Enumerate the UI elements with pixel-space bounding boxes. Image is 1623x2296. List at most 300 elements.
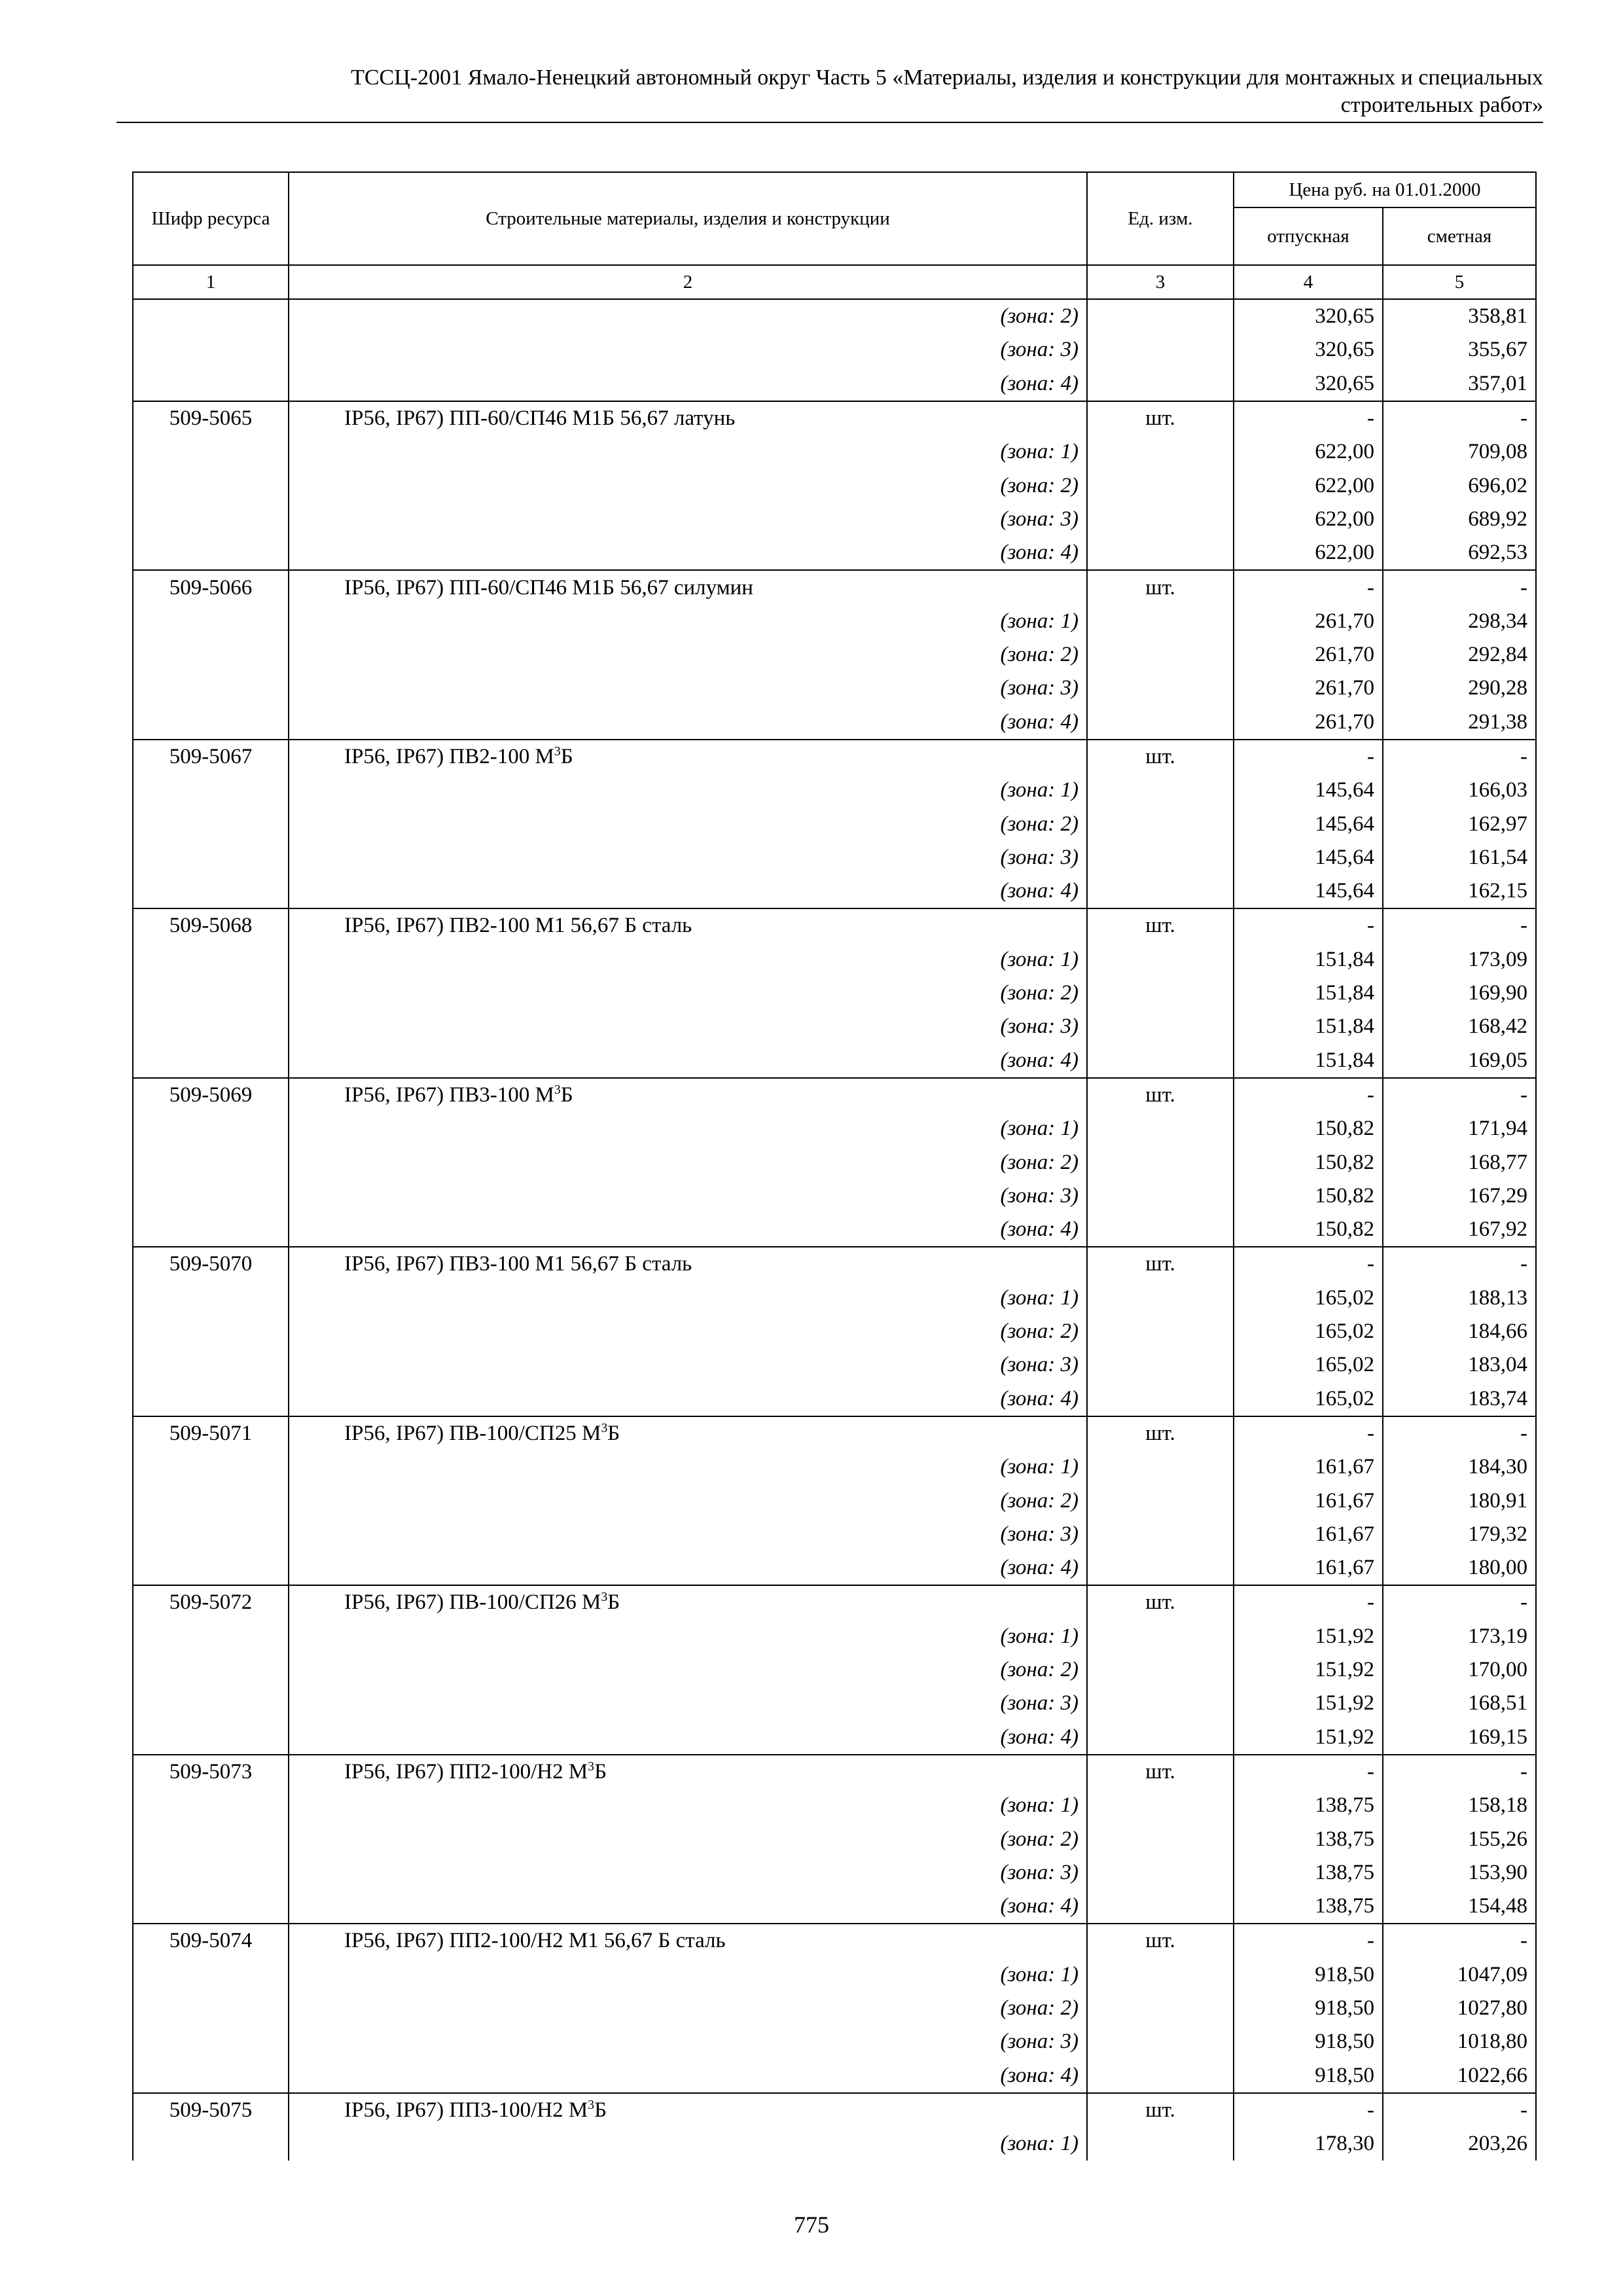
release-price: 261,70	[1234, 605, 1383, 638]
zone-label: (зона: 4)	[289, 706, 1087, 740]
estimate-price: 692,53	[1383, 536, 1536, 570]
zone-row	[133, 1145, 1536, 1179]
resource-name-tail: Б	[560, 1083, 573, 1107]
zone-row	[133, 943, 1536, 977]
estimate-price: -	[1383, 1924, 1536, 1958]
zone-row	[133, 1822, 1536, 1856]
unit-cell-empty	[1087, 1653, 1234, 1687]
zone-label: (зона: 4)	[289, 1213, 1087, 1247]
zone-label: (зона: 2)	[289, 1992, 1087, 2025]
code-cell-empty	[133, 807, 289, 840]
zone-label: (зона: 3)	[289, 333, 1087, 367]
release-price: 161,67	[1234, 1518, 1383, 1551]
release-price: -	[1234, 401, 1383, 435]
code-cell-empty	[133, 536, 289, 570]
code-cell-empty	[133, 1315, 289, 1348]
zone-label: (зона: 4)	[289, 1890, 1087, 1924]
release-price: -	[1234, 2093, 1383, 2127]
code-cell-empty	[133, 2127, 289, 2161]
unit-cell-empty	[1087, 1856, 1234, 1890]
estimate-price: 298,34	[1383, 605, 1536, 638]
release-price: 150,82	[1234, 1145, 1383, 1179]
zone-label: (зона: 3)	[289, 2025, 1087, 2058]
estimate-price: 1027,80	[1383, 1992, 1536, 2025]
resource-name	[289, 908, 1087, 942]
zone-row	[133, 1348, 1536, 1382]
zone-row	[133, 1992, 1536, 2025]
release-price: 151,92	[1234, 1687, 1383, 1720]
release-price: -	[1234, 740, 1383, 774]
unit-cell-empty	[1087, 1484, 1234, 1517]
estimate-price: 158,18	[1383, 1789, 1536, 1822]
zone-label: (зона: 3)	[289, 1856, 1087, 1890]
zone-label: (зона: 4)	[289, 2058, 1087, 2092]
release-price: -	[1234, 570, 1383, 604]
estimate-price: 291,38	[1383, 706, 1536, 740]
release-price: -	[1234, 1755, 1383, 1789]
code-cell-empty	[133, 706, 289, 740]
estimate-price: 168,77	[1383, 1145, 1536, 1179]
code-cell-empty	[133, 1112, 289, 1145]
zone-label: (зона: 2)	[289, 1653, 1087, 1687]
resource-name	[289, 1755, 1087, 1789]
resource-code: 509-5074	[133, 1924, 289, 1958]
estimate-price: -	[1383, 401, 1536, 435]
estimate-price: 355,67	[1383, 333, 1536, 367]
zone-label: (зона: 3)	[289, 1518, 1087, 1551]
code-cell-empty	[133, 469, 289, 502]
estimate-price: 169,15	[1383, 1720, 1536, 1754]
estimate-price: 167,92	[1383, 1213, 1536, 1247]
zone-row	[133, 1720, 1536, 1754]
unit-cell-empty	[1087, 1620, 1234, 1653]
estimate-price: 166,03	[1383, 774, 1536, 807]
release-price: 165,02	[1234, 1348, 1383, 1382]
estimate-price: -	[1383, 1247, 1536, 1281]
release-price: 622,00	[1234, 435, 1383, 469]
resource-code: 509-5070	[133, 1247, 289, 1281]
resource-name-superscript: 3	[601, 1590, 608, 1605]
zone-label: (зона: 3)	[289, 841, 1087, 874]
release-price: 151,84	[1234, 943, 1383, 977]
resource-name-text: IP56, IP67) ПП-60/СП46 М1Б 56,67 латунь	[344, 406, 736, 431]
estimate-price: 183,04	[1383, 1348, 1536, 1382]
zone-row	[133, 977, 1536, 1010]
zone-row	[133, 774, 1536, 807]
resource-code: 509-5068	[133, 908, 289, 942]
release-price: 622,00	[1234, 469, 1383, 502]
estimate-price: 161,54	[1383, 841, 1536, 874]
column-header-price-group: Цена руб. на 01.01.2000	[1234, 172, 1536, 207]
resource-name	[289, 1924, 1087, 1958]
resource-name-text: IP56, IP67) ПВ3-100 М	[344, 1083, 554, 1107]
zone-label: (зона: 1)	[289, 943, 1087, 977]
unit-cell-empty	[1087, 874, 1234, 908]
unit-cell-empty	[1087, 1282, 1234, 1315]
code-cell-empty	[133, 2025, 289, 2058]
release-price: 261,70	[1234, 672, 1383, 705]
column-number-1: 1	[133, 265, 289, 299]
zone-label: (зона: 1)	[289, 1282, 1087, 1315]
zone-row	[133, 638, 1536, 672]
resource-code: 509-5066	[133, 570, 289, 604]
zone-row	[133, 1282, 1536, 1315]
zone-label: (зона: 2)	[289, 977, 1087, 1010]
resource-name	[289, 2093, 1087, 2127]
estimate-price: 179,32	[1383, 1518, 1536, 1551]
resource-unit: шт.	[1087, 570, 1234, 604]
zone-label: (зона: 3)	[289, 1179, 1087, 1213]
unit-cell-empty	[1087, 1010, 1234, 1043]
unit-cell-empty	[1087, 672, 1234, 705]
resource-name	[289, 1247, 1087, 1281]
estimate-price: 357,01	[1383, 367, 1536, 401]
estimate-price: 171,94	[1383, 1112, 1536, 1145]
resource-code: 509-5073	[133, 1755, 289, 1789]
resource-unit: шт.	[1087, 1924, 1234, 1958]
code-cell-empty	[133, 1687, 289, 1720]
estimate-price: 203,26	[1383, 2127, 1536, 2161]
column-header-unit: Ед. изм.	[1087, 172, 1234, 265]
estimate-price: 1047,09	[1383, 1958, 1536, 1992]
table-header	[133, 172, 1536, 299]
zone-row	[133, 1010, 1536, 1043]
release-price: 151,84	[1234, 1044, 1383, 1078]
zone-label: (зона: 3)	[289, 1348, 1087, 1382]
unit-cell-empty	[1087, 1890, 1234, 1924]
release-price: 151,92	[1234, 1720, 1383, 1754]
unit-cell-empty	[1087, 706, 1234, 740]
release-price: 151,92	[1234, 1653, 1383, 1687]
estimate-price: 173,19	[1383, 1620, 1536, 1653]
zone-label: (зона: 1)	[289, 435, 1087, 469]
resource-name-text: IP56, IP67) ПВ2-100 М	[344, 745, 554, 768]
release-price: 161,67	[1234, 1450, 1383, 1484]
estimate-price: 154,48	[1383, 1890, 1536, 1924]
release-price: -	[1234, 1924, 1383, 1958]
estimate-price: 162,97	[1383, 807, 1536, 840]
code-cell-empty	[133, 1518, 289, 1551]
zone-label: (зона: 2)	[289, 1145, 1087, 1179]
resource-code: 509-5072	[133, 1585, 289, 1619]
release-price: -	[1234, 1247, 1383, 1281]
estimate-price: -	[1383, 1585, 1536, 1619]
resource-name-text: IP56, IP67) ПВ2-100 М1 56,67 Б сталь	[344, 914, 692, 938]
zone-label: (зона: 4)	[289, 1551, 1087, 1585]
release-price: -	[1234, 1078, 1383, 1112]
estimate-price: -	[1383, 1078, 1536, 1112]
zone-row	[133, 367, 1536, 401]
zone-row	[133, 1687, 1536, 1720]
estimate-price: 168,51	[1383, 1687, 1536, 1720]
release-price: 150,82	[1234, 1112, 1383, 1145]
header-rule	[116, 122, 1543, 123]
column-header-code: Шифр ресурса	[133, 172, 289, 265]
code-cell-empty	[133, 1450, 289, 1484]
estimate-price: 184,30	[1383, 1450, 1536, 1484]
unit-cell-empty	[1087, 1179, 1234, 1213]
estimate-price: 188,13	[1383, 1282, 1536, 1315]
zone-row	[133, 1044, 1536, 1078]
zone-row	[133, 1315, 1536, 1348]
release-price: 151,84	[1234, 1010, 1383, 1043]
unit-cell-empty	[1087, 1720, 1234, 1754]
zone-label: (зона: 2)	[289, 299, 1087, 333]
resource-name	[289, 401, 1087, 435]
estimate-price: 290,28	[1383, 672, 1536, 705]
unit-cell-empty	[1087, 1044, 1234, 1078]
resource-name-superscript: 3	[588, 2097, 595, 2112]
unit-cell-empty	[1087, 1315, 1234, 1348]
unit-cell-empty	[1087, 1348, 1234, 1382]
unit-cell-empty	[1087, 2025, 1234, 2058]
estimate-price: 170,00	[1383, 1653, 1536, 1687]
zone-label: (зона: 4)	[289, 367, 1087, 401]
zone-label: (зона: 2)	[289, 807, 1087, 840]
zone-label: (зона: 4)	[289, 1720, 1087, 1754]
zone-label: (зона: 4)	[289, 1044, 1087, 1078]
unit-cell-empty	[1087, 503, 1234, 536]
code-cell-empty	[133, 1551, 289, 1585]
code-cell-empty	[133, 1010, 289, 1043]
resource-name-text: IP56, IP67) ПП2-100/Н2 М	[344, 1759, 588, 1784]
zone-label: (зона: 3)	[289, 1010, 1087, 1043]
column-header-release: отпускная	[1234, 207, 1383, 265]
estimate-price: 155,26	[1383, 1822, 1536, 1856]
zone-row	[133, 706, 1536, 740]
resource-name-text: IP56, IP67) ПВ3-100 М1 56,67 Б сталь	[344, 1252, 692, 1276]
zone-row	[133, 2025, 1536, 2058]
resource-code: 509-5071	[133, 1416, 289, 1450]
release-price: 150,82	[1234, 1213, 1383, 1247]
resource-code: 509-5065	[133, 401, 289, 435]
zone-label: (зона: 1)	[289, 1112, 1087, 1145]
zone-row	[133, 1484, 1536, 1517]
estimate-price: 168,42	[1383, 1010, 1536, 1043]
estimate-price: 709,08	[1383, 435, 1536, 469]
resource-name	[289, 570, 1087, 604]
unit-cell-empty	[1087, 605, 1234, 638]
column-number-4: 4	[1234, 265, 1383, 299]
resource-unit: шт.	[1087, 1078, 1234, 1112]
resource-name-text: IP56, IP67) ПВ-100/СП26 М	[344, 1590, 601, 1615]
unit-cell-empty	[1087, 1992, 1234, 2025]
unit-cell-empty	[1087, 1687, 1234, 1720]
zone-row	[133, 2127, 1536, 2161]
running-header	[116, 64, 1543, 119]
code-cell-empty	[133, 1348, 289, 1382]
estimate-price: -	[1383, 1755, 1536, 1789]
estimate-price: 153,90	[1383, 1856, 1536, 1890]
zone-row	[133, 1213, 1536, 1247]
zone-label: (зона: 4)	[289, 536, 1087, 570]
zone-label: (зона: 1)	[289, 605, 1087, 638]
unit-cell-empty	[1087, 1145, 1234, 1179]
resource-name-text: IP56, IP67) ПП-60/СП46 М1Б 56,67 силумин	[344, 575, 753, 600]
resource-name-tail: Б	[560, 745, 573, 768]
unit-cell-empty	[1087, 2127, 1234, 2161]
resource-unit: шт.	[1087, 2093, 1234, 2127]
resource-unit: шт.	[1087, 1416, 1234, 1450]
unit-cell-empty	[1087, 774, 1234, 807]
release-price: 138,75	[1234, 1856, 1383, 1890]
resource-row	[133, 740, 1536, 774]
estimate-price: 169,05	[1383, 1044, 1536, 1078]
estimate-price: -	[1383, 570, 1536, 604]
release-price: 622,00	[1234, 536, 1383, 570]
estimate-price: 173,09	[1383, 943, 1536, 977]
release-price: -	[1234, 908, 1383, 942]
resource-unit: шт.	[1087, 1585, 1234, 1619]
resource-row	[133, 570, 1536, 604]
column-number-2: 2	[289, 265, 1087, 299]
resource-name-tail: Б	[594, 1759, 607, 1784]
zone-label: (зона: 1)	[289, 2127, 1087, 2161]
zone-row	[133, 605, 1536, 638]
code-cell-empty	[133, 1179, 289, 1213]
zone-row	[133, 435, 1536, 469]
unit-cell-empty	[1087, 807, 1234, 840]
zone-label: (зона: 4)	[289, 874, 1087, 908]
estimate-price: 1022,66	[1383, 2058, 1536, 2092]
resource-name	[289, 1585, 1087, 1619]
release-price: 138,75	[1234, 1789, 1383, 1822]
code-cell-empty	[133, 672, 289, 705]
resource-name-tail: Б	[607, 1421, 620, 1445]
release-price: -	[1234, 1585, 1383, 1619]
release-price: 622,00	[1234, 503, 1383, 536]
code-cell-empty	[133, 1822, 289, 1856]
zone-label: (зона: 2)	[289, 1315, 1087, 1348]
zone-row	[133, 503, 1536, 536]
estimate-price: 292,84	[1383, 638, 1536, 672]
release-price: 165,02	[1234, 1282, 1383, 1315]
code-cell-empty	[133, 774, 289, 807]
estimate-price: 162,15	[1383, 874, 1536, 908]
zone-row	[133, 841, 1536, 874]
code-cell-empty	[133, 503, 289, 536]
code-cell-empty	[133, 1484, 289, 1517]
running-header-line-2: строительных работ»	[1340, 93, 1543, 117]
resource-row	[133, 1416, 1536, 1450]
zone-label: (зона: 1)	[289, 1958, 1087, 1992]
resource-name-superscript: 3	[588, 1759, 595, 1774]
resource-name	[289, 740, 1087, 774]
release-price: 918,50	[1234, 2058, 1383, 2092]
unit-cell-empty	[1087, 1958, 1234, 1992]
resource-name	[289, 1078, 1087, 1112]
zone-row	[133, 536, 1536, 570]
running-header-line-1: ТССЦ-2001 Ямало-Ненецкий автономный округ Часть 5 «Материалы, изделия и конструкции для монтажных и специальных	[351, 65, 1543, 90]
resource-code: 509-5067	[133, 740, 289, 774]
estimate-price: 689,92	[1383, 503, 1536, 536]
zone-row	[133, 1856, 1536, 1890]
unit-cell-empty	[1087, 1213, 1234, 1247]
resource-row	[133, 1755, 1536, 1789]
code-cell-empty	[133, 1653, 289, 1687]
zone-label: (зона: 1)	[289, 1789, 1087, 1822]
code-cell-empty	[133, 1958, 289, 1992]
resource-row	[133, 1078, 1536, 1112]
unit-cell-empty	[1087, 2058, 1234, 2092]
zone-label: (зона: 2)	[289, 469, 1087, 502]
estimate-price: 184,66	[1383, 1315, 1536, 1348]
unit-cell-empty	[1087, 333, 1234, 367]
unit-cell-empty	[1087, 435, 1234, 469]
page-number: 775	[794, 2212, 829, 2238]
resource-unit: шт.	[1087, 740, 1234, 774]
resource-code: 509-5069	[133, 1078, 289, 1112]
code-cell-empty	[133, 943, 289, 977]
zone-row	[133, 1551, 1536, 1585]
code-cell-empty	[133, 299, 289, 333]
zone-row	[133, 2058, 1536, 2092]
estimate-price: -	[1383, 740, 1536, 774]
estimate-price: -	[1383, 2093, 1536, 2127]
release-price: 261,70	[1234, 638, 1383, 672]
release-price: 150,82	[1234, 1179, 1383, 1213]
resource-row	[133, 1924, 1536, 1958]
resource-name-tail: Б	[594, 2098, 607, 2122]
zone-row	[133, 469, 1536, 502]
zone-label: (зона: 2)	[289, 638, 1087, 672]
resource-name	[289, 1416, 1087, 1450]
zone-label: (зона: 1)	[289, 774, 1087, 807]
zone-row	[133, 672, 1536, 705]
zone-label: (зона: 3)	[289, 672, 1087, 705]
resource-name-superscript: 3	[601, 1420, 608, 1435]
zone-row	[133, 807, 1536, 840]
release-price: 161,67	[1234, 1484, 1383, 1517]
unit-cell-empty	[1087, 536, 1234, 570]
resource-name-superscript: 3	[554, 744, 561, 759]
resource-name-superscript: 3	[554, 1082, 561, 1097]
release-price: 320,65	[1234, 333, 1383, 367]
release-price: 165,02	[1234, 1382, 1383, 1416]
code-cell-empty	[133, 1145, 289, 1179]
code-cell-empty	[133, 638, 289, 672]
release-price: 145,64	[1234, 807, 1383, 840]
estimate-price: 183,74	[1383, 1382, 1536, 1416]
estimate-price: -	[1383, 1416, 1536, 1450]
estimate-price: 167,29	[1383, 1179, 1536, 1213]
resource-name-tail: Б	[607, 1590, 620, 1615]
code-cell-empty	[133, 1382, 289, 1416]
release-price: 145,64	[1234, 874, 1383, 908]
zone-row	[133, 1450, 1536, 1484]
unit-cell-empty	[1087, 1450, 1234, 1484]
code-cell-empty	[133, 977, 289, 1010]
column-header-name: Строительные материалы, изделия и конструкции	[289, 172, 1087, 265]
release-price: 145,64	[1234, 841, 1383, 874]
release-price: 320,65	[1234, 367, 1383, 401]
code-cell-empty	[133, 1789, 289, 1822]
release-price: 145,64	[1234, 774, 1383, 807]
resource-row	[133, 1585, 1536, 1619]
zone-row	[133, 874, 1536, 908]
column-number-3: 3	[1087, 265, 1234, 299]
zone-row	[133, 1653, 1536, 1687]
code-cell-empty	[133, 874, 289, 908]
code-cell-empty	[133, 367, 289, 401]
resource-unit: шт.	[1087, 908, 1234, 942]
zone-label: (зона: 1)	[289, 1620, 1087, 1653]
release-price: 138,75	[1234, 1822, 1383, 1856]
code-cell-empty	[133, 333, 289, 367]
release-price: -	[1234, 1416, 1383, 1450]
release-price: 918,50	[1234, 1958, 1383, 1992]
code-cell-empty	[133, 435, 289, 469]
